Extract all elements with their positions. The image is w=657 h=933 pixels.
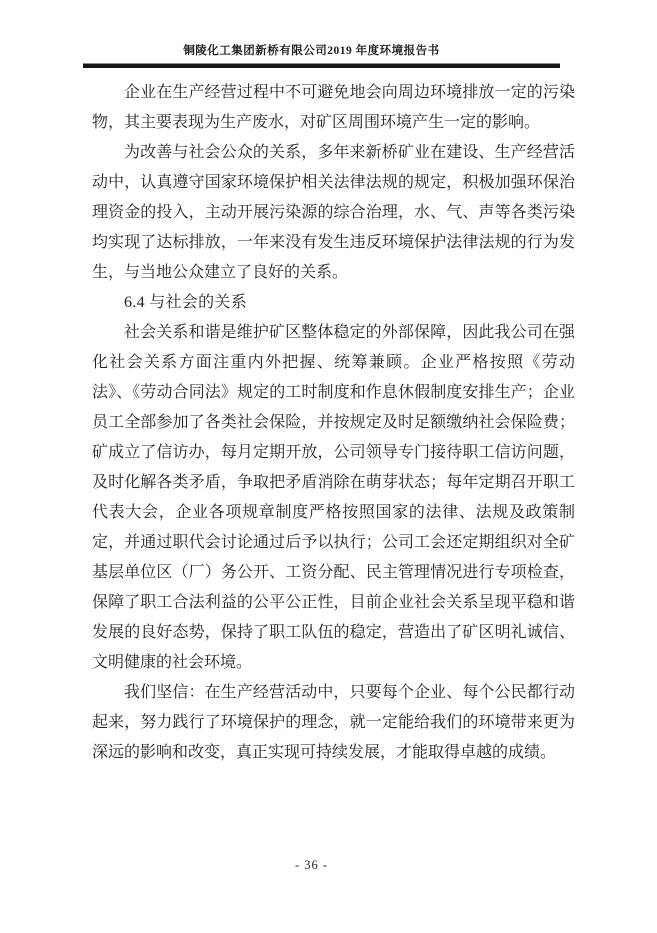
body-paragraph: 我们坚信：在生产经营活动中，只要每个企业、每个公民都行动起来，努力践行了环境保护的理念，就一定能给我们的环境带来更为深远的影响和改变，真正实现可持续发展，才能取得卓越的成绩。 [92, 684, 575, 761]
body-paragraph: 社会关系和谐是维护矿区整体稳定的外部保障，因此我公司在强化社会关系方面注重内外把握、统筹兼顾。企业严格按照《劳动法》、《劳动合同法》规定的工时制度和作息休假制度安排生产；企业员工全部参加了各类社会保险，并按规定及时足额缴纳社会保险费；矿成立了信访办，每月定期开放，公司领导专门接待职工信访问题，及时化解各类矛盾，争取把矛盾消除在萌芽状态；每年定期召开职工代表大会，企业各项规章制度严格按照国家的法律、法规及政策制定，并通过职代会讨论通过后予以执行；公司工会还定期组织对全矿基层单位区（厂）务公开、工资分配、民主管理情况进行专项检查，保障了职工合法利益的公平公正性，目前企业社会关系呈现平稳和谐发展的良好态势，保持了职工队伍的稳定，营造出了矿区明礼诚信、文明健康的社会环境。 [92, 324, 575, 671]
header-rule [83, 63, 560, 68]
body-paragraph: 为改善与社会公众的关系，多年来新桥矿业在建设、生产经营活动中，认真遵守国家环境保护相关法律法规的规定，积极加强环保治理资金的投入，主动开展污染源的综合治理，水、气、声等各类污染均实现了达标排放，一年来没有发生违反环境保护法律法规的行为发生，与当地公众建立了良好的关系。 [92, 144, 575, 281]
section-heading: 6.4 与社会的关系 [124, 294, 248, 311]
report-header-title: 铜陵化工集团新桥有限公司2019 年度环境报告书 [183, 45, 440, 57]
page-number: - 36 - [294, 858, 329, 872]
document-body [92, 78, 575, 768]
body-paragraph: 企业在生产经营过程中不可避免地会向周边环境排放一定的污染物，其主要表现为生产废水，对矿区周围环境产生一定的影响。 [92, 84, 575, 131]
